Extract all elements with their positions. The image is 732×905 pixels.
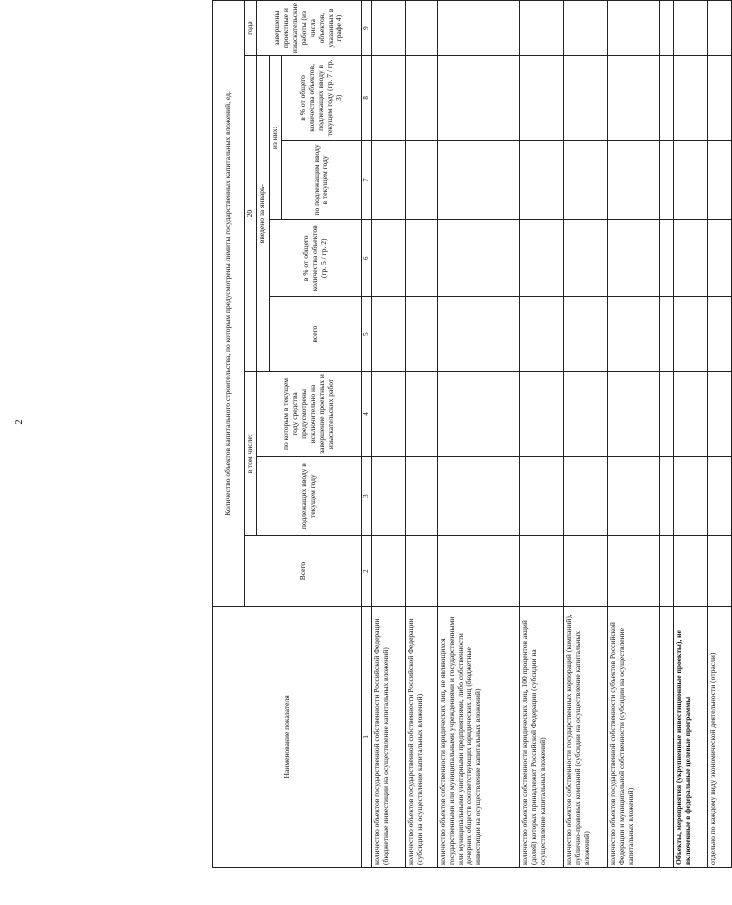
row-label: количество объектов государственной собственности Российской Федерации (бюджетные инвестиции на осуществление капитальных вложений) — [371, 606, 405, 867]
table-row — [607, 1, 659, 868]
row-label: Объекты, мероприятия (укрупненные инвестиционные проекты), не включенные в федеральные целевые программы — [673, 606, 707, 867]
table-row — [371, 1, 405, 868]
header-design-survey: по которым в текущем году средства предусмотрены исключительно на завершение проектных и изыскательских работ — [256, 372, 361, 457]
header-year-suffix: года — [245, 1, 257, 56]
row-label: количество объектов государственной собственности Российской Федерации (субсидии на осуществление капитальных вложений) — [405, 606, 437, 867]
header-group-title: Количество объектов капитального строительства, по которым предусмотрены лимиты государственных капитальных вложений, ед. — [213, 1, 245, 607]
header-pct-of-total: в % от общего количества объектов (гр. 5 / гр. 2) — [269, 220, 361, 297]
header-year-label: 20 — [245, 56, 257, 372]
column-number: 8 — [361, 56, 371, 140]
header-to-be-commissioned-current: по подлежащим вводу в текущем году — [281, 140, 361, 220]
column-number: 2 — [361, 536, 371, 606]
table-row — [563, 1, 607, 868]
row-label — [659, 606, 673, 867]
table-row — [405, 1, 437, 868]
header-commissioned: введено за январь- — [256, 56, 269, 372]
column-number: 1 — [361, 606, 371, 867]
column-number: 6 — [361, 220, 371, 297]
row-label: количество объектов государственной собственности субъектов Российской Федерации и муниципальной собственности (субсидии на осуществление капитальных вложений) — [607, 606, 659, 867]
column-number: 5 — [361, 297, 371, 372]
row-label: количество объектов собственности государственных корпораций (компаний), публично-правовых компаний (субсидии на осуществление капитальных вложений) — [563, 606, 607, 867]
row-label: отдельно по каждому виду экономической деятельности (отрасли) — [707, 606, 731, 867]
header-total: Всего — [245, 536, 362, 606]
header-pct-of-commissioned: в % от общего количества объектов, подлежащих вводу в текущем году (гр. 7 / гр. 3) — [281, 56, 361, 140]
capital-construction-table — [212, 0, 732, 868]
column-number: 7 — [361, 140, 371, 220]
column-number: 3 — [361, 456, 371, 536]
row-label: количество объектов собственности юридических лиц, не являющихся государственными или муниципальными учреждениями и государственными или муниципальными унитарными предприятиями, либо собственности дочерних обществ соответствующих юридических лиц (бюджетные инвестиции на осуществление капитальных вложений) — [437, 606, 519, 867]
page-number: 2 — [14, 419, 25, 425]
column-number: 9 — [361, 1, 371, 56]
table-row — [437, 1, 519, 868]
header-including: в том числе: — [245, 372, 257, 536]
table-row — [519, 1, 563, 868]
header-indicator-name: Наименование показателя — [213, 606, 362, 867]
header-completed-design: завершены проектные и изыскательские работы (из числа объектов, указанных в графе 4) — [256, 1, 361, 56]
header-of-them: из них: — [269, 56, 281, 220]
table-row — [673, 1, 707, 868]
header-to-be-commissioned: подлежащих вводу в текущем году — [256, 456, 361, 536]
table-row — [707, 1, 731, 868]
header-commissioned-total: всего — [269, 297, 361, 372]
column-number: 4 — [361, 372, 371, 457]
row-label: количество объектов собственности юридических лиц, 100 процентов акций (долей) которых принадлежит Российской Федерации (субсидии на осуществление капитальных вложений) — [519, 606, 563, 867]
table-row — [659, 1, 673, 868]
